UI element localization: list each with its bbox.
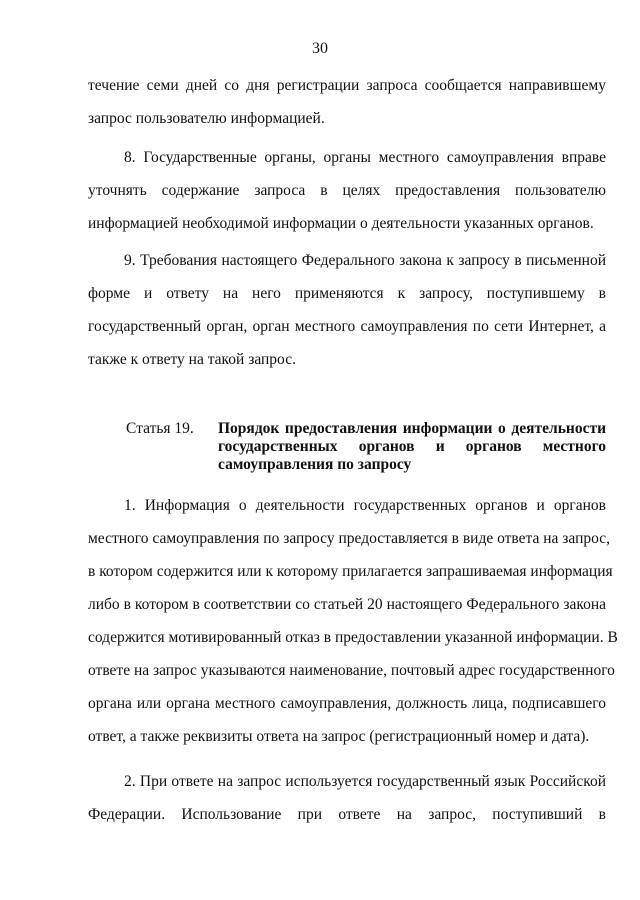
paragraph-9 xyxy=(88,251,606,383)
paragraph-8 xyxy=(88,148,606,247)
text-line: информацией необходимой информации о деятельности указанных органов. xyxy=(88,215,594,232)
text-line: ответе на запрос указываются наименование, почтовый адрес государственного xyxy=(88,662,615,679)
text-line: 9. Требования настоящего Федерального закона к запросу в письменной xyxy=(124,252,606,269)
article-title xyxy=(218,420,606,474)
text-line: форме и ответу на него применяются к запросу, поступившему в xyxy=(88,285,606,302)
page-number: 30 xyxy=(312,40,328,57)
article-title-line: самоуправления по запросу xyxy=(218,456,412,473)
paragraph-1 xyxy=(88,496,618,760)
article-title-line: государственных органов и органов местного xyxy=(218,438,606,455)
text-line: содержится мотивированный отказ в предоставлении указанной информации. В xyxy=(88,629,618,646)
text-line: также к ответу на такой запрос. xyxy=(88,351,296,368)
text-line: в котором содержится или к которому прилагается запрашиваемая информация xyxy=(88,563,613,580)
text-line: органа или органа местного самоуправления, должность лица, подписавшего xyxy=(88,695,606,712)
text-line: 1. Информация о деятельности государственных органов и органов xyxy=(124,497,606,514)
paragraph-2 xyxy=(88,772,606,838)
text-line: запрос пользователю информацией. xyxy=(88,110,325,127)
article-label: Статья 19. xyxy=(126,420,194,437)
text-line: 2. При ответе на запрос используется государственный язык Российской xyxy=(124,773,606,790)
paragraph-continuation xyxy=(88,76,606,142)
text-line: местного самоуправления по запросу предоставляется в виде ответа на запрос, xyxy=(88,530,611,547)
article-title-line: Порядок предоставления информации о деятельности xyxy=(218,420,606,437)
text-line: Федерации. Использование при ответе на запрос, поступивший в xyxy=(88,806,606,823)
text-line: ответ, а также реквизиты ответа на запрос (регистрационный номер и дата). xyxy=(88,728,590,745)
text-line: течение семи дней со дня регистрации запроса сообщается направившему xyxy=(88,77,606,94)
text-line: государственный орган, орган местного самоуправления по сети Интернет, а xyxy=(88,318,606,335)
text-line: 8. Государственные органы, органы местного самоуправления вправе xyxy=(124,149,606,166)
text-line: либо в котором в соответствии со статьей 20 настоящего Федерального закона xyxy=(88,596,606,613)
text-line: уточнять содержание запроса в целях предоставления пользователю xyxy=(88,182,606,199)
